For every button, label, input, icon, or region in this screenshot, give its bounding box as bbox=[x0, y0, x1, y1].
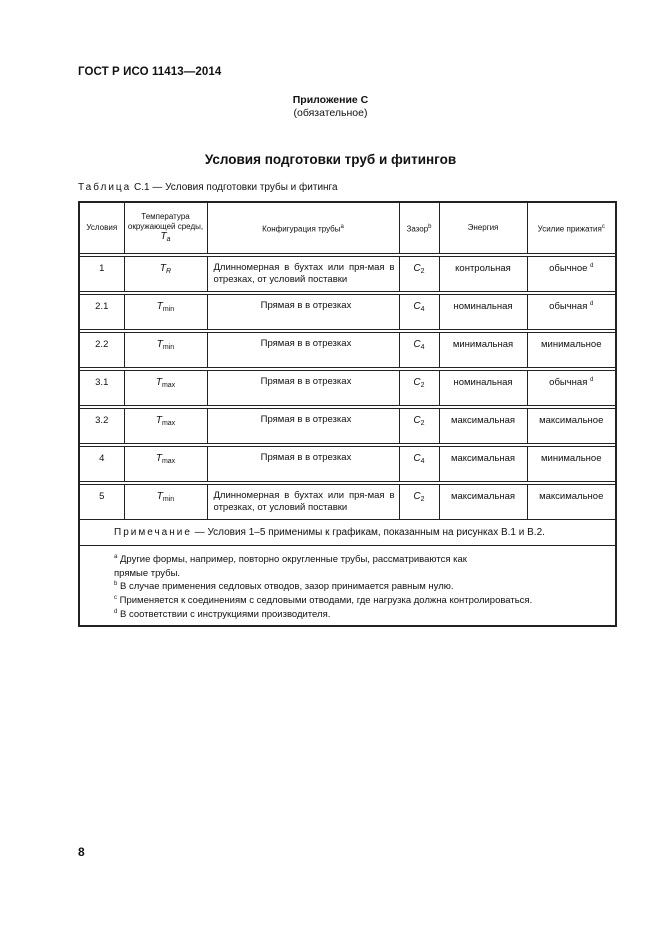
cell-gap bbox=[399, 371, 439, 406]
temperature-sub: R bbox=[166, 268, 172, 275]
temperature-sub: max bbox=[161, 382, 176, 389]
header-gap bbox=[399, 202, 439, 254]
cell-temperature bbox=[124, 447, 207, 482]
gap-symbol: C bbox=[413, 377, 421, 388]
gap-sub: 4 bbox=[420, 344, 425, 351]
cell-temperature bbox=[124, 333, 207, 368]
force-text: обычная bbox=[549, 301, 588, 313]
conditions-table bbox=[78, 201, 617, 627]
cell-gap bbox=[399, 333, 439, 368]
section-title: Условия подготовки труб и фитингов bbox=[204, 152, 457, 167]
table-note bbox=[79, 520, 616, 546]
cell-configuration: Прямая в в отрезках bbox=[207, 371, 399, 406]
temperature-sub: min bbox=[162, 344, 175, 351]
cell-force bbox=[527, 333, 616, 368]
header-configuration-text: Конфигурация трубы bbox=[262, 224, 341, 234]
footnotes-row bbox=[79, 546, 616, 627]
footnote-text: прямые трубы. bbox=[114, 567, 181, 579]
gap-symbol: C bbox=[413, 453, 421, 464]
cell-condition: 3.2 bbox=[79, 409, 124, 444]
page-number: 8 bbox=[78, 845, 85, 859]
cell-configuration: Длинномерная в бухтах или пря-мая в отрезках, от условий поставки bbox=[207, 257, 399, 292]
header-configuration bbox=[207, 202, 399, 254]
footnote-mark: d bbox=[114, 608, 118, 615]
temperature-sub: max bbox=[161, 420, 176, 427]
header-force bbox=[527, 202, 616, 254]
header-gap-text: Зазор bbox=[406, 224, 429, 234]
table-footnotes bbox=[79, 546, 616, 627]
gap-symbol: C bbox=[413, 491, 421, 502]
header-temperature-text: Температура окружающей среды, bbox=[127, 211, 204, 231]
footnote-text: Применяется к соединениям с седловыми отводами, где нагрузка должна контролироваться. bbox=[117, 595, 533, 607]
note-label: Примечание bbox=[114, 527, 192, 538]
cell-condition: 5 bbox=[79, 485, 124, 520]
cell-force bbox=[527, 447, 616, 482]
cell-gap bbox=[399, 409, 439, 444]
cell-energy: максимальная bbox=[439, 447, 527, 482]
appendix-subtitle: (обязательное) bbox=[293, 107, 368, 119]
cell-energy: номинальная bbox=[439, 295, 527, 330]
table-header-row bbox=[79, 202, 616, 254]
cell-force bbox=[527, 409, 616, 444]
cell-temperature bbox=[124, 257, 207, 292]
footnote bbox=[114, 552, 615, 566]
gap-sub: 2 bbox=[420, 382, 425, 389]
cell-temperature bbox=[124, 485, 207, 520]
table-row bbox=[79, 371, 616, 406]
temperature-symbol: T bbox=[159, 263, 167, 274]
cell-temperature bbox=[124, 295, 207, 330]
table-row bbox=[79, 333, 616, 368]
footnote bbox=[114, 579, 615, 593]
cell-configuration: Прямая в в отрезках bbox=[207, 409, 399, 444]
table-row bbox=[79, 257, 616, 292]
force-text: минимальное bbox=[540, 453, 602, 465]
cell-force bbox=[527, 371, 616, 406]
cell-force bbox=[527, 485, 616, 520]
cell-gap bbox=[399, 257, 439, 292]
cell-energy: минимальная bbox=[439, 333, 527, 368]
footnote-text: В случае применения седловых отводов, зазор принимается равным нулю. bbox=[117, 581, 454, 593]
temperature-sub: max bbox=[161, 458, 176, 465]
gap-symbol: C bbox=[413, 339, 421, 350]
table-row bbox=[79, 447, 616, 482]
cell-condition: 2.1 bbox=[79, 295, 124, 330]
appendix-title: Приложение С bbox=[292, 94, 369, 106]
cell-gap bbox=[399, 447, 439, 482]
header-temperature-sub: a bbox=[166, 235, 171, 243]
cell-condition: 3.1 bbox=[79, 371, 124, 406]
cell-gap bbox=[399, 295, 439, 330]
cell-force bbox=[527, 257, 616, 292]
footnote bbox=[114, 607, 615, 621]
temperature-symbol: T bbox=[156, 339, 163, 350]
header-temperature bbox=[124, 202, 207, 254]
gap-sub: 2 bbox=[420, 268, 425, 275]
cell-energy: номинальная bbox=[439, 371, 527, 406]
gap-symbol: C bbox=[413, 415, 421, 426]
table-caption bbox=[78, 182, 338, 193]
gap-sub: 4 bbox=[420, 458, 425, 465]
footnote-text: В соответствии с инструкциями производителя. bbox=[117, 608, 331, 620]
cell-energy: максимальная bbox=[439, 409, 527, 444]
gap-sub: 2 bbox=[420, 420, 425, 427]
temperature-symbol: T bbox=[155, 377, 162, 388]
footnote bbox=[114, 593, 615, 607]
table-row bbox=[79, 409, 616, 444]
cell-condition: 4 bbox=[79, 447, 124, 482]
cell-force bbox=[527, 295, 616, 330]
cell-configuration: Прямая в в отрезках bbox=[207, 447, 399, 482]
gap-symbol: C bbox=[413, 263, 421, 274]
temperature-symbol: T bbox=[156, 301, 163, 312]
header-force-sup: c bbox=[601, 223, 605, 230]
force-sup: d bbox=[589, 377, 594, 383]
table-caption-label: Таблица bbox=[78, 182, 132, 193]
table-caption-text: С.1 — Условия подготовки трубы и фитинга bbox=[134, 182, 338, 193]
cell-condition: 1 bbox=[79, 257, 124, 292]
header-energy: Энергия bbox=[439, 202, 527, 254]
footnote bbox=[114, 566, 615, 580]
cell-energy: контрольная bbox=[439, 257, 527, 292]
force-text: минимальное bbox=[540, 339, 602, 351]
force-text: максимальное bbox=[539, 491, 604, 503]
document-code: ГОСТ Р ИСО 11413—2014 bbox=[78, 66, 222, 78]
note-text: — Условия 1–5 применимы к графикам, показанным на рисунках В.1 и В.2. bbox=[191, 527, 545, 538]
header-temperature-symbol: T bbox=[160, 230, 167, 242]
cell-energy: максимальная bbox=[439, 485, 527, 520]
force-text: обычная bbox=[549, 377, 588, 389]
cell-temperature bbox=[124, 371, 207, 406]
gap-sub: 4 bbox=[420, 306, 425, 313]
cell-gap bbox=[399, 485, 439, 520]
cell-configuration: Длинномерная в бухтах или пря-мая в отрезках, от условий поставки bbox=[207, 485, 399, 520]
footnote-mark: b bbox=[114, 581, 118, 588]
temperature-sub: min bbox=[162, 496, 175, 503]
footnote-mark: c bbox=[114, 594, 117, 601]
note-row bbox=[79, 520, 616, 546]
table-row bbox=[79, 485, 616, 520]
footnote-text: Другие формы, например, повторно округленные трубы, рассматриваются как bbox=[117, 554, 467, 566]
cell-configuration: Прямая в в отрезках bbox=[207, 295, 399, 330]
cell-condition: 2.2 bbox=[79, 333, 124, 368]
temperature-sub: min bbox=[162, 306, 175, 313]
force-sup: d bbox=[590, 263, 594, 269]
temperature-symbol: T bbox=[155, 453, 162, 464]
force-sup: d bbox=[589, 301, 594, 307]
gap-symbol: C bbox=[413, 301, 421, 312]
header-configuration-sup: a bbox=[340, 223, 344, 230]
header-conditions: Условия bbox=[79, 202, 124, 254]
force-text: обычное bbox=[549, 263, 588, 275]
temperature-symbol: T bbox=[156, 491, 163, 502]
header-gap-sup: b bbox=[428, 223, 432, 230]
force-text: максимальное bbox=[539, 415, 604, 427]
header-force-text: Усилие прижатия bbox=[537, 224, 602, 234]
table-row bbox=[79, 295, 616, 330]
appendix-heading bbox=[0, 94, 661, 120]
gap-sub: 2 bbox=[420, 496, 425, 503]
temperature-symbol: T bbox=[155, 415, 162, 426]
cell-configuration: Прямая в в отрезках bbox=[207, 333, 399, 368]
footnote-mark: a bbox=[114, 554, 118, 560]
cell-temperature bbox=[124, 409, 207, 444]
